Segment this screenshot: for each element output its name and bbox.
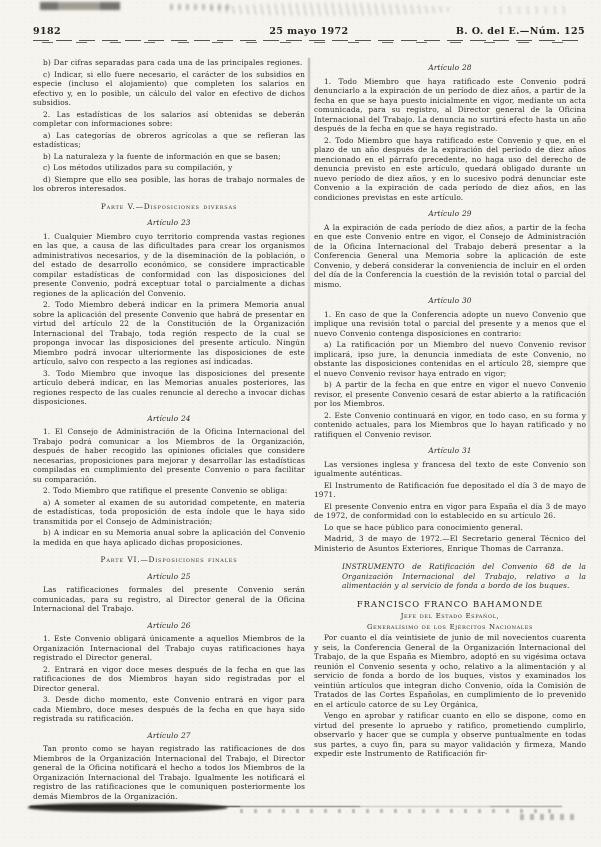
paragraph: 2. Todo Miembro deberá indicar en la primera Memoria anual sobre la aplicación del presente Convenio que habrá de presentar en virtud del artículo 22 de la Constitución de la Organización Internacional del Trabajo, toda región respecto de la cual se proponga invocar las disposiciones del presente artículo. Ningún Miembro podrá invocar ulteriormente las disposiciones de este artículo, salvo con respecto a las regiones así indicadas.: [33, 300, 305, 366]
ink-smudge-top-right: [500, 6, 570, 14]
paragraph: 2. Este Convenio continuará en vigor, en todo caso, en su forma y contenido actuales, para los Miembros que lo hayan ratificado y no ratifiquen el Convenio revisor.: [314, 410, 586, 439]
article-heading: Artículo 24: [147, 413, 191, 423]
part-heading: Parte V.—Disposiciones diversas: [100, 201, 238, 211]
paragraph: Las ratificaciones formales del presente Convenio serán comunicadas, para su registro, al Director general de la Oficina Internacional del Trabajo.: [33, 585, 305, 613]
list-item: b) La naturaleza y la fuente de información en que se basen;: [43, 151, 281, 161]
list-item: a) Las categorías de obreros agrícolas a que se refieran las estadísticas;: [33, 130, 305, 149]
header-date: 25 mayo 1972: [269, 26, 349, 37]
article-heading: Artículo 25: [147, 571, 191, 581]
list-item: b) A partir de la fecha en que entre en vigor el nuevo Convenio revisor, el presente Convenio cesará de estar abierto a la ratificación por los Miembros.: [314, 380, 586, 408]
paragraph: Las versiones inglesa y francesa del texto de este Convenio son igualmente auténticas.: [314, 459, 586, 478]
right-column: [314, 56, 586, 759]
paragraph: 2. Todo Miembro que haya ratificado este Convenio y que, en el plazo de un año después de la expiración del período de diez años mencionado en el párrafo precedente, no haga uso del derecho de denuncia previsto en este artículo, quedará obligado durante un nuevo período de diez años, y en lo sucesivo podrá denunciar este Convenio a la expiración de cada período de diez años, en las condiciones previstas en este artículo.: [314, 135, 586, 202]
paragraph: 1. Cualquier Miembro cuyo territorio comprenda vastas regiones en las que, a causa de las dificultades para crear los organismos administrativos necesarios, y de la diseminación de la población, o del estado de desarrollo económico, se considere impracticable compilar estadísticas de conformidad con las disposiciones del presente Convenio, podrá exceptuar total o parcialmente a dichas regiones de la aplicación del Convenio.: [33, 231, 305, 298]
paragraph: 2. Todo Miembro que ratifique el presente Convenio se obliga:: [43, 486, 288, 495]
paragraph: 3. Todo Miembro que invoque las disposiciones del presente artículo deberá indicar, en las Memorias anuales posteriores, las regiones respecto de las cuales renuncie al derecho a invocar dichas disposiciones.: [33, 368, 305, 406]
ink-dots-bottom: [240, 809, 560, 813]
paragraph: 1. Este Convenio obligará únicamente a aquellos Miembros de la Organización Internacional del Trabajo cuyas ratificaciones haya registrado el Director general.: [33, 634, 305, 662]
list-item: c) Indicar, si ello fuere necesario, el carácter de los subsidios en especie (incluso el alojamiento) que completen los salarios en efectivo y, en lo posible, un cálculo del valor en efectivo de dichos subsidios.: [33, 69, 305, 107]
paragraph: Por cuanto el día veintisiete de junio de mil novecientos cuarenta y seis, la Conferencia General de la Organización Internacional del Trabajo, de la que España es Miembro, adoptó en su vigésima octava reunión el Convenio sesenta y ocho, relativo a la alimentación y al servicio de fonda a bordo de los buques, vistos y examinados los veintiún artículos que integran dicho Convenio, oída la Comisión de Tratados de las Cortes Españolas, en cumplimiento de lo prevenido en el artículo catorce de su Ley Orgánica,: [314, 633, 586, 709]
list-item: a) La ratificación por un Miembro del nuevo Convenio revisor implicará, ipso jure, la denuncia inmediata de este Convenio, no obstante las disposiciones contenidas en el artículo 28, siempre que el nuevo Convenio revisor haya entrado en vigor;: [314, 340, 586, 378]
ink-smudge-bottom-right: [520, 814, 575, 820]
list-item: a) A someter al examen de su autoridad competente, en materia de estadísticas, toda proposición de esta índole que le haya sido transmitida por el Consejo de Administración;: [33, 497, 305, 526]
article-heading: Artículo 27: [147, 730, 191, 740]
ink-smudge-top-center: [205, 3, 455, 16]
list-item: d) Siempre que ello sea posible, las horas de trabajo normales de los obreros interesados.: [33, 174, 305, 193]
paragraph: 2. Entrará en vigor doce meses después de la fecha en que las ratificaciones de dos Miembros hayan sido registradas por el Director general.: [33, 664, 305, 693]
list-item: b) A indicar en su Memoria anual sobre la aplicación del Convenio la medida en que haya aplicado dichas proposiciones.: [33, 528, 305, 547]
instrument-title: INSTRUMENTO de Ratificación del Convenio 68 de la Organización Internacional del Trabajo, relativo a la alimentación y al servicio de fonda a bordo de los buques.: [342, 562, 586, 590]
list-item: b) Dar cifras separadas para cada una de las principales regiones.: [43, 58, 303, 67]
paragraph: 1. Todo Miembro que haya ratificado este Convenio podrá denunciarlo a la expiración de un período de diez años, a partir de la fecha en que se haya puesto inicialmente en vigor, mediante un acta comunicada, para su registro, al Director general de la Oficina Internacional del Trabajo. La denuncia no surtirá efecto hasta un año después de la fecha en que se haya registrado.: [314, 76, 586, 133]
page-number: 9182: [33, 26, 62, 37]
ink-smudge-top-left: [40, 2, 160, 10]
paragraph: 1. En caso de que la Conferencia adopte un nuevo Convenio que implique una revisión total o parcial del presente y a menos que el nuevo Convenio contenga disposiciones en contrario:: [314, 309, 586, 338]
page-header: [33, 26, 585, 40]
paragraph: El Instrumento de Ratificación fue depositado el día 3 de mayo de 1971.: [314, 480, 586, 499]
name-heading: FRANCISCO FRANCO BAHAMONDE: [356, 598, 544, 609]
paragraph: 2. Las estadísticas de los salarios así obtenidas se deberán completar con informaciones sobre:: [33, 109, 305, 128]
header-issue-number: B. O. del E.—Núm. 125: [455, 26, 585, 37]
ink-smudge-top-left-2: [170, 4, 230, 10]
header-rule: [33, 40, 585, 43]
paragraph: El presente Convenio entra en vigor para España el día 3 de mayo de 1972, de conformidad con lo establecido en su artículo 26.: [314, 501, 586, 520]
article-heading: Artículo 30: [428, 296, 472, 305]
list-item: c) Los métodos utilizados para su compilación, y: [43, 163, 233, 172]
left-column: [33, 56, 305, 801]
name-subtitle: Generalísimo de los Ejércitos Nacionales: [366, 622, 534, 631]
article-heading: Artículo 26: [147, 620, 191, 630]
paragraph: Vengo en aprobar y ratificar cuanto en ello se dispone, como en virtud del presente lo apruebo y ratifico, prometiendo cumplirlo, observarlo y hacer que se cumpla y observe puntualmente en todas sus partes, a cuyo fin, para su mayor validación y firmeza, Mando expedir este Instrumento de Ratificación fir-: [314, 711, 586, 759]
paragraph: A la expiración de cada período de diez años, a partir de la fecha en que este Convenio entre en vigor, el Consejo de Administración de la Oficina Internacional del Trabajo deberá presentar a la Conferencia General una Memoria sobre la aplicación de este Convenio, y deberá considerar la conveniencia de incluir en el orden del día de la Conferencia la cuestión de la revisión total o parcial del mismo.: [314, 222, 586, 289]
article-heading: Artículo 29: [428, 209, 472, 218]
paragraph: Madrid, 3 de mayo de 1972.—El Secretario general Técnico del Ministerio de Asuntos Exteriores, Enrique Thomas de Carranza.: [314, 534, 586, 553]
article-heading: Artículo 23: [147, 218, 191, 227]
part-heading: Parte VI.—Disposiciones finales: [100, 555, 238, 564]
article-heading: Artículo 28: [428, 63, 472, 72]
name-subtitle: Jefe del Estado Español,: [400, 612, 500, 620]
paragraph: Lo que se hace público para conocimiento general.: [324, 522, 523, 532]
paragraph: 3. Desde dicho momento, este Convenio entrará en vigor para cada Miembro, doce meses después de la fecha en que haya sido registrada su ratificación.: [33, 695, 305, 723]
scan-streak-right-edge: [588, 290, 590, 540]
ink-line-bottom: [30, 806, 562, 808]
article-heading: Artículo 31: [428, 446, 472, 455]
scan-streak-gutter: [308, 58, 310, 458]
ink-smudge-bottom-bar: [27, 803, 228, 812]
paragraph: 1. El Consejo de Administración de la Oficina Internacional del Trabajo podrá comunicar a los Miembros de la Organización, después de haber recogido las opiniones oficiales que considere necesarias, proposiciones para mejorar y desarrollar las estadísticas compiladas en cumplimiento del presente Convenio o para facilitar su comparación.: [33, 427, 305, 484]
paragraph: Tan pronto como se hayan registrado las ratificaciones de dos Miembros de la Organización Internacional del Trabajo, el Director general de la Oficina notificará el hecho a todos los Miembros de la Organización Internacional del Trabajo. Igualmente les notificará el registro de las ratificaciones que le comuniquen posteriormente los demás Miembros de la Organización.: [33, 744, 305, 801]
